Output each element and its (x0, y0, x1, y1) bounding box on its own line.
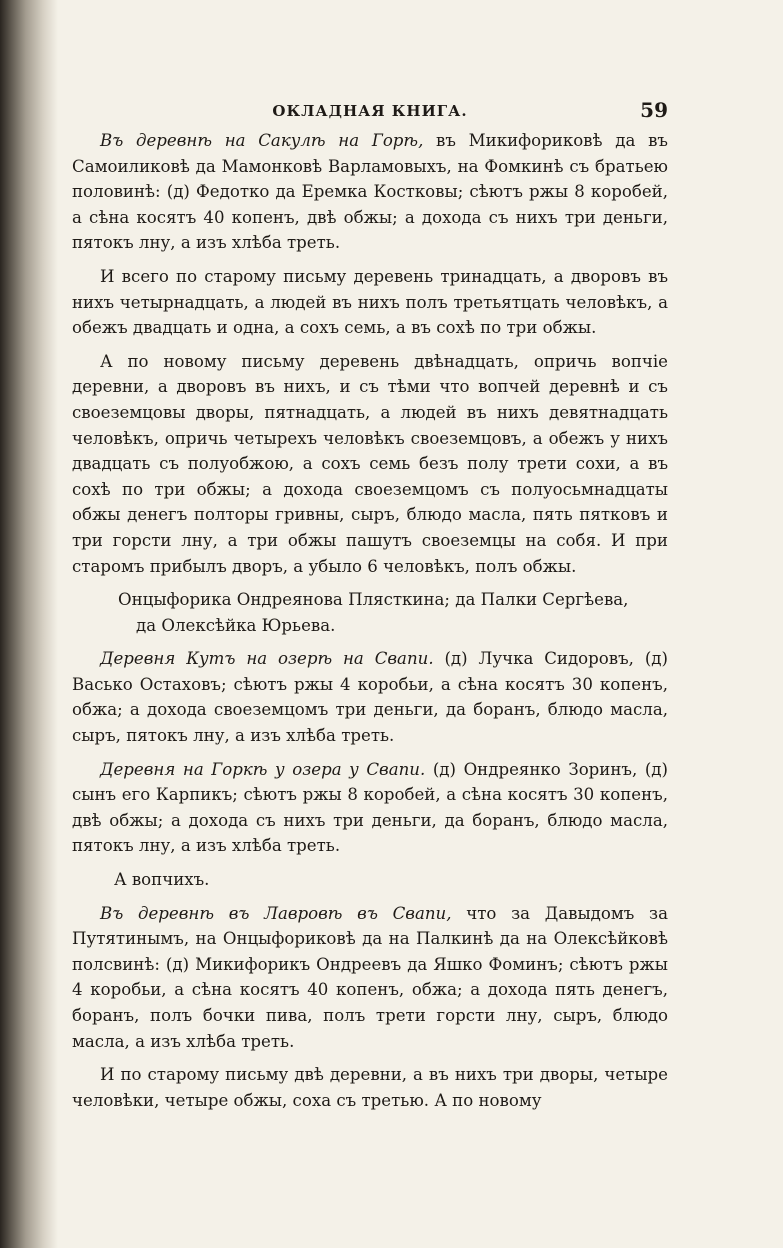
paragraph-old-census: И всего по старому письму деревень тринадцать, а дворовъ въ нихъ четырнадцать, а людей въ нихъ полъ третьятцать человѣкъ, а обежъ двадцать и одна, а сохъ семь, а въ сохѣ по три обжы. (72, 266, 668, 338)
page-header (72, 98, 668, 128)
section-subheading: А вопчихъ. (114, 870, 210, 890)
owners-line-1: Онцыфорика Ондреянова Плясткина; да Палки Сергѣева, (118, 590, 629, 610)
book-gutter-shadow (0, 0, 58, 1248)
paragraph-lavrovo: Въ деревнѣ въ Лавровѣ въ Свапи, что за Давыдомъ за Путятинымъ, на Онцыфориковѣ да на Палкинѣ да на Олексѣйковѣ полсвинѣ: (д) Микифорикъ Ондреевъ да Яшко Фоминъ; сѣютъ ржы 4 коробьи, а сѣна косятъ 40 копенъ, обжа; а дохода пять денегъ, боранъ, полъ бочки пива, полъ трети горсти лну, сыръ, блюдо масла, а изъ хлѣба треть. (72, 903, 669, 1051)
owners-line-2: да Олексѣйка Юрьева. (136, 615, 336, 635)
paragraph-kut: Деревня Кутъ на озерѣ на Свапи. (д) Лучка Сидоровъ, (д) Васько Остаховъ; сѣютъ ржы 4 коробьи, а сѣна косятъ 30 копенъ, обжа; а дохода своеземцомъ три деньги, да боранъ, блюдо масла, сыръ, пятокъ лну, а изъ хлѣба треть. (72, 649, 668, 746)
village-name: Въ деревнѣ на Сакулѣ на Горѣ, (100, 131, 424, 150)
village-name: Деревня на Горкѣ у озера у Свапи. (100, 759, 426, 779)
running-title: ОКЛАДНАЯ КНИГА. (272, 102, 468, 120)
village-name: Въ деревнѣ въ Лавровѣ въ Свапи, (100, 903, 452, 923)
paragraph-summary: И по старому письму двѣ деревни, а въ нихъ три дворы, четыре человѣки, четыре обжы, соха съ третью. А по новому (72, 1065, 668, 1110)
paragraph-gorka: Деревня на Горкѣ у озера у Свапи. (д) Ондреянко Зоринъ, (д) сынъ его Карпикъ; сѣютъ ржы 8 коробей, а сѣна косятъ 30 копенъ, двѣ обжы; а дохода съ нихъ три деньги, да боранъ, блюдо масла, пятокъ лну, а изъ хлѣба треть. (72, 759, 668, 856)
page-number: 59 (640, 98, 668, 122)
book-page (72, 98, 668, 1121)
village-name: Деревня Кутъ на озерѣ на Свапи. (100, 649, 434, 669)
paragraph-sakula: Въ деревнѣ на Сакулѣ на Горѣ, въ Микифориковѣ да въ Самоиликовѣ да Мамонковѣ Варламовыхъ, на Фомкинѣ съ братьею половинѣ: (д) Федотко да Еремка Костковы; сѣютъ ржы 8 коробей, а сѣна косятъ 40 копенъ, двѣ обжы; а дохода съ нихъ три деньги, пятокъ лну, а изъ хлѣба треть. (72, 131, 668, 253)
owners-block (72, 587, 668, 638)
paragraph-new-census: А по новому письму деревень двѣнадцать, опричь вопчіе деревни, а дворовъ въ нихъ, и съ тѣми что вопчей деревнѣ и съ своеземцовы дворы, пятнадцать, а людей въ нихъ девятнадцать человѣкъ, опричь четырехъ человѣкъ своеземцовъ, а обежъ у нихъ двадцать съ полуобжою, а сохъ семь безъ полу трети сохи, а въ сохѣ по три обжы; а дохода своеземцомъ съ полуосьмнадцаты обжы денегъ полторы гривны, сыръ, блюдо масла, пять пятковъ и три горсти лну, а три обжы пашутъ своеземцы на собя. И при старомъ прибылъ дворъ, а убыло 6 человѣкъ, полъ обжы. (72, 351, 668, 576)
